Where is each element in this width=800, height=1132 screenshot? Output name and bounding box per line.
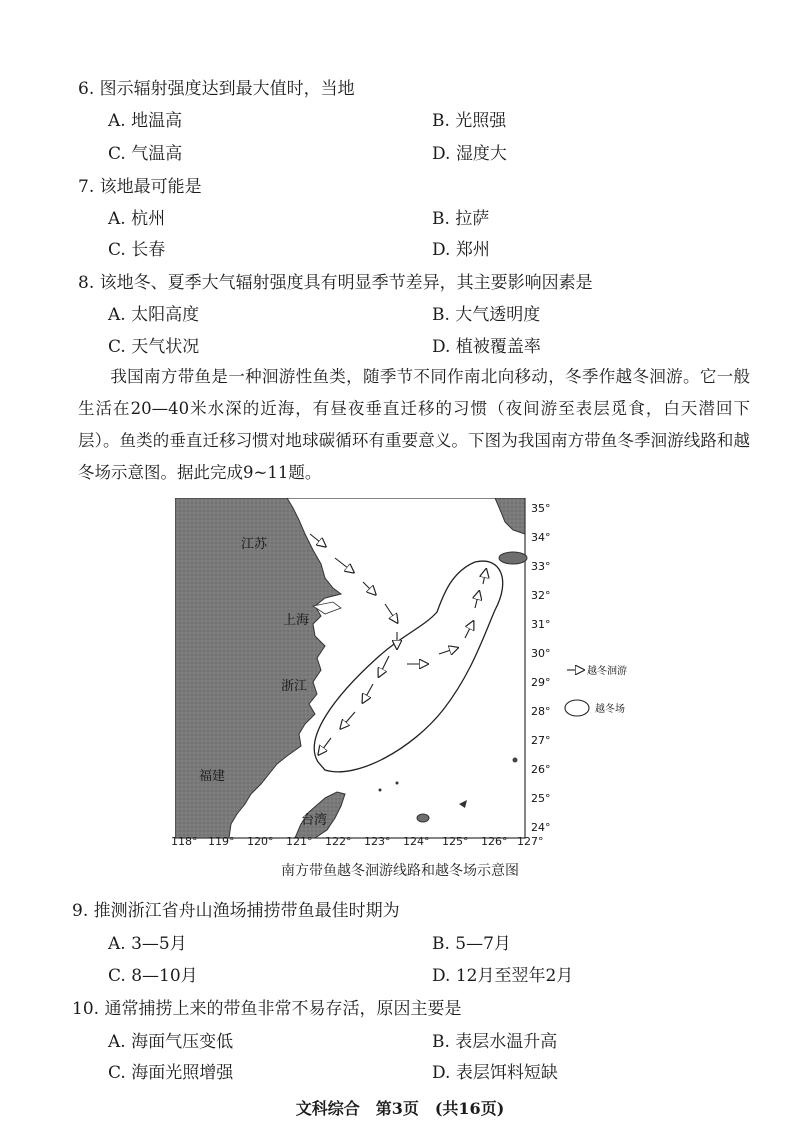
question-8-option-d: D. 植被覆盖率 bbox=[432, 337, 541, 357]
latitude-labels bbox=[531, 502, 551, 834]
jeju-island bbox=[499, 552, 527, 564]
lon-label: 118° bbox=[171, 835, 198, 848]
question-10-option-b: B. 表层水温升高 bbox=[432, 1032, 558, 1052]
lon-label: 122° bbox=[325, 835, 352, 848]
question-6-option-d: D. 湿度大 bbox=[432, 144, 507, 164]
question-8-option-b: B. 大气透明度 bbox=[432, 305, 541, 325]
lat-label: 34° bbox=[531, 531, 551, 544]
question-7-option-d: D. 郑州 bbox=[432, 240, 490, 260]
map-legend bbox=[565, 664, 627, 716]
migration-map bbox=[171, 498, 655, 848]
region-label-taiwan: 台湾 bbox=[301, 813, 328, 828]
lat-label: 24° bbox=[531, 821, 551, 834]
question-6-stem: 6. 图示辐射强度达到最大值时，当地 bbox=[78, 79, 355, 99]
lon-label: 120° bbox=[247, 835, 274, 848]
lon-label: 127° bbox=[517, 835, 544, 848]
question-8-option-c: C. 天气状况 bbox=[108, 337, 200, 357]
lat-label: 32° bbox=[531, 589, 551, 602]
lat-label: 30° bbox=[531, 647, 551, 660]
question-8-stem: 8. 该地冬、夏季大气辐射强度具有明显季节差异，其主要影响因素是 bbox=[78, 273, 593, 293]
question-9-option-d: D. 12月至翌年2月 bbox=[432, 966, 574, 986]
lon-label: 119° bbox=[208, 835, 235, 848]
lon-label: 125° bbox=[442, 835, 469, 848]
question-9-option-b: B. 5—7月 bbox=[432, 934, 511, 954]
region-label-jiangsu: 江苏 bbox=[241, 537, 268, 552]
map-svg bbox=[175, 498, 655, 848]
legend-ground-symbol bbox=[565, 700, 589, 716]
lon-label: 124° bbox=[403, 835, 430, 848]
region-label-shanghai: 上海 bbox=[283, 613, 310, 628]
lat-label: 26° bbox=[531, 763, 551, 776]
longitude-labels bbox=[171, 835, 544, 851]
question-7-option-b: B. 拉萨 bbox=[432, 209, 490, 229]
lat-label: 25° bbox=[531, 792, 551, 805]
question-7-option-a: A. 杭州 bbox=[108, 209, 166, 229]
question-7-option-c: C. 长春 bbox=[108, 240, 166, 260]
lon-label: 126° bbox=[481, 835, 508, 848]
reading-passage bbox=[78, 361, 750, 489]
figure-caption: 南方带鱼越冬洄游线路和越冬场示意图 bbox=[281, 863, 519, 879]
legend-route-label: 越冬洄游 bbox=[587, 666, 627, 677]
question-6-option-b: B. 光照强 bbox=[432, 111, 507, 131]
question-10-stem: 10. 通常捕捞上来的带鱼非常不易存活，原因主要是 bbox=[72, 999, 462, 1019]
passage-text: 我国南方带鱼是一种洄游性鱼类，随季节不同作南北向移动，冬季作越冬洄游。它一般生活在20—40米水深的近海，有昼夜垂直迁移的习惯（夜间游至表层觅食，白天潜回下层）。鱼类的垂直迁移习惯对地球碳循环有重要意义。下图为我国南方带鱼冬季洄游线路和越冬场示意图。据此完成9~11题。 bbox=[78, 367, 750, 482]
lon-label: 121° bbox=[286, 835, 313, 848]
question-10-option-a: A. 海面气压变低 bbox=[108, 1032, 234, 1052]
lat-label: 33° bbox=[531, 560, 551, 573]
question-9-option-a: A. 3—5月 bbox=[108, 934, 187, 954]
question-10-option-c: C. 海面光照增强 bbox=[108, 1063, 234, 1083]
region-label-zhejiang: 浙江 bbox=[281, 679, 308, 694]
lon-label: 123° bbox=[364, 835, 391, 848]
lat-label: 35° bbox=[531, 502, 551, 515]
question-10-option-d: D. 表层饵料短缺 bbox=[432, 1063, 558, 1083]
page-footer: 文科综合 第3页 (共16页) bbox=[295, 1099, 505, 1118]
lat-label: 29° bbox=[531, 676, 551, 689]
lat-label: 28° bbox=[531, 705, 551, 718]
region-label-fujian: 福建 bbox=[199, 769, 226, 784]
lat-label: 27° bbox=[531, 734, 551, 747]
question-6-option-a: A. 地温高 bbox=[108, 111, 183, 131]
question-9-option-c: C. 8—10月 bbox=[108, 966, 198, 986]
question-7-stem: 7. 该地最可能是 bbox=[78, 177, 202, 197]
question-9-stem: 9. 推测浙江省舟山渔场捕捞带鱼最佳时期为 bbox=[72, 901, 400, 921]
legend-ground-label: 越冬场 bbox=[595, 704, 625, 715]
question-8-option-a: A. 太阳高度 bbox=[108, 305, 200, 325]
lat-label: 31° bbox=[531, 618, 551, 631]
question-6-option-c: C. 气温高 bbox=[108, 144, 183, 164]
